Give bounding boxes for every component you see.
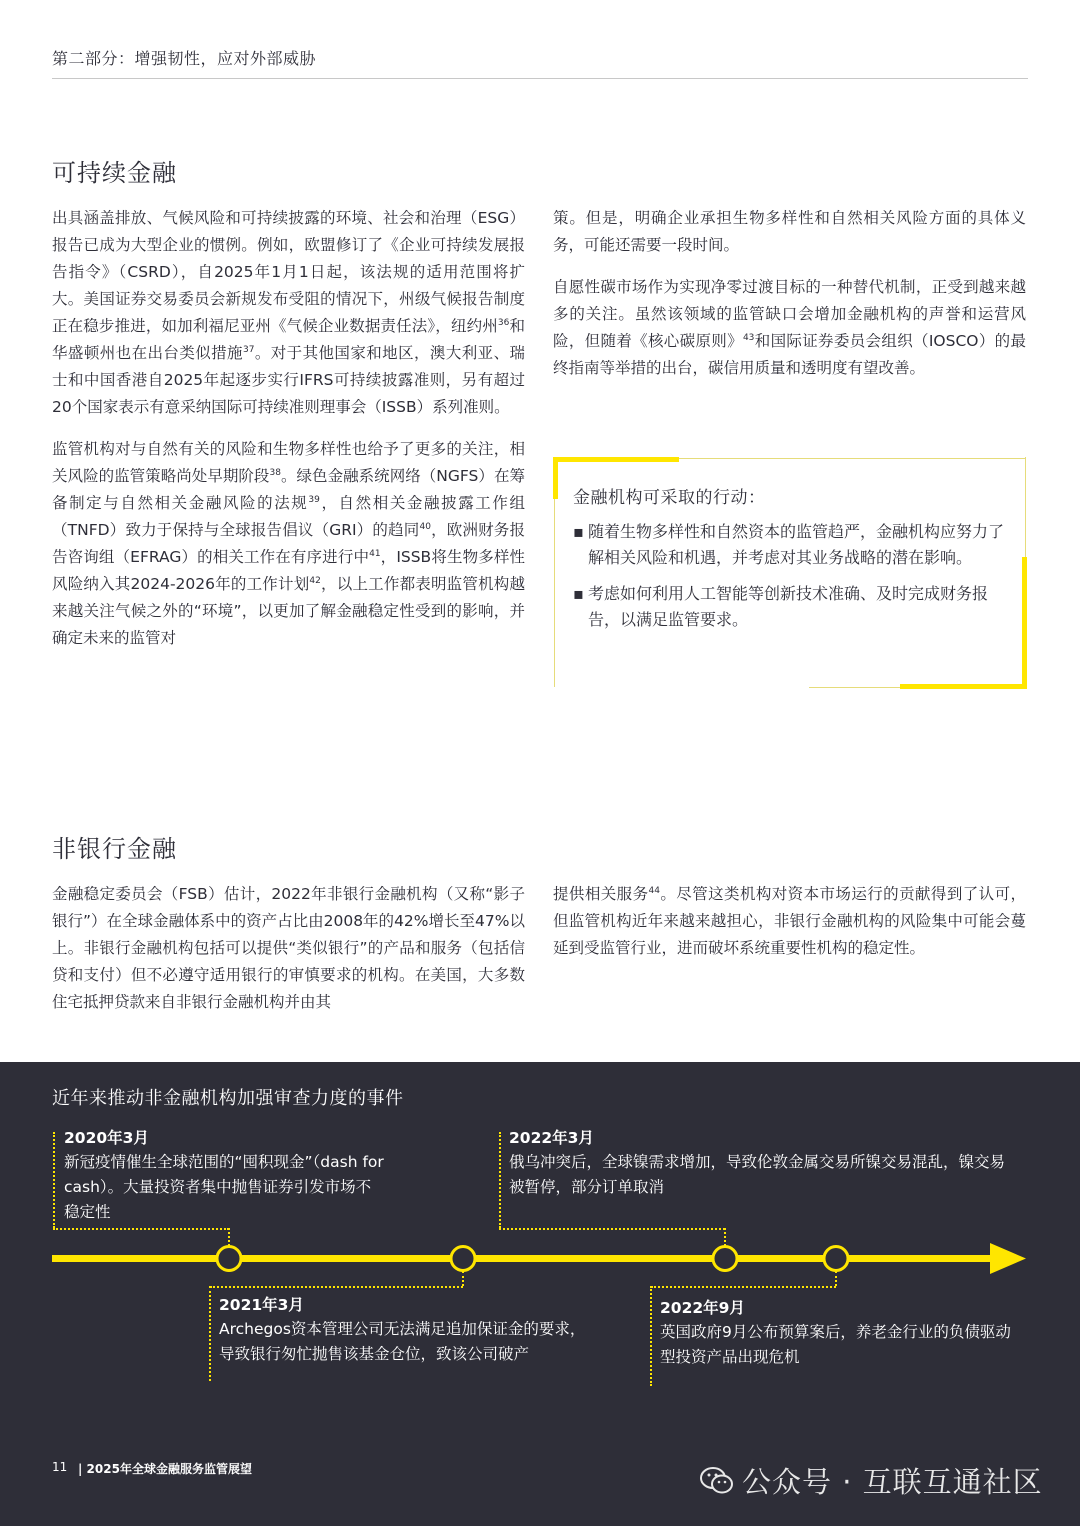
callout-border-bottom (900, 684, 1027, 689)
connector-2022-03-h (499, 1228, 725, 1230)
connector-2021-03-v (462, 1271, 464, 1286)
wechat-watermark: 公众号 · 互联互通社区 (700, 1460, 1043, 1501)
page-number: 11 (52, 1460, 68, 1474)
connector-2020-03-v2 (228, 1228, 230, 1246)
callout-border-top-thin (679, 458, 1025, 459)
connector-2022-03 (499, 1132, 501, 1228)
callout-border-top (553, 457, 679, 462)
event-description: 俄乌冲突后，全球镍需求增加，导致伦敦金属交易所镍交易混乱，镍交易被暂停，部分订单取消 (509, 1153, 1006, 1196)
timeline-marker-2020-03[interactable] (217, 1247, 241, 1271)
nonbank-paragraph-2: 提供相关服务$^{44}$。尽管这类机构对资本市场运行的贡献得到了认可，但监管机构近年来越来越担心，非银行金融机构的风险集中可能会蔓延到受监管行业，进而破坏系统重要性机构的稳定性。 (553, 885, 1026, 957)
footnote-ref[interactable]: 39 (308, 494, 320, 505)
bullet-icon: ▪ (573, 522, 584, 541)
connector-2020-03 (53, 1132, 55, 1228)
connector-2022-03-v2 (724, 1228, 726, 1246)
event-date: 2020年3月 (64, 1129, 149, 1147)
footnote-ref[interactable]: 40 (419, 521, 431, 532)
callout-border-left (553, 457, 558, 499)
callout-list (573, 519, 1013, 643)
event-description: 新冠疫情催生全球范围的“囤积现金”（dash for cash）。大量投资者集中抛售证券引发市场不稳定性 (64, 1153, 384, 1221)
event-description: 英国政府9月公布预算案后，养老金行业的负债驱动型投资产品出现危机 (660, 1323, 1011, 1366)
event-description: Archegos资本管理公司无法满足追加保证金的要求，导致银行匆忙抛售该基金仓位，致该公司破产 (219, 1320, 586, 1363)
event-date: 2022年9月 (660, 1299, 745, 1317)
sustainable-paragraph-2: 监管机构对与自然有关的风险和生物多样性也给予了更多的关注，相关风险的监管策略尚处早期阶段$^{38}$。绿色金融系统网络（NGFS）在筹备制定与自然相关金融风险的法规$^{39}$，自然相关金融披露工作组（TNFD）致力于保持与全球报告倡议（GRI）的趋同$^{40}$，欧洲财务报告咨询组（EFRAG）的相关工作在有序进行中$^{41}$，ISSB将生物多样性风险纳入其2024-2026年的工作计划$^{42}$，以上工作都表明监管机构越来越关注气候之外的“环境”，以更加了解金融稳定性受到的影响，并确定未来的监管对 (52, 440, 525, 647)
footnote-ref[interactable]: 36 (497, 317, 510, 328)
callout-list-item: ▪ 随着生物多样性和自然资本的监管趋严，金融机构应努力了解相关风险和机遇，并考虑对其业务战略的潜在影响。 (573, 519, 1013, 571)
footnote-ref[interactable]: 43 (742, 332, 755, 343)
bullet-icon: ▪ (573, 584, 584, 603)
timeline-marker-2022-09[interactable] (824, 1247, 848, 1271)
connector-2022-09-v (835, 1271, 837, 1286)
timeline-event (509, 1126, 1009, 1200)
nonbank-right-column (553, 881, 1026, 977)
timeline-axis (0, 1062, 1080, 1462)
timeline-marker-2021-03[interactable] (451, 1247, 475, 1271)
timeline-event (219, 1293, 599, 1367)
timeline-panel (0, 1062, 1080, 1526)
connector-2020-03-h (53, 1228, 229, 1230)
sustainable-left-column (52, 205, 525, 667)
timeline-bar (52, 1255, 997, 1262)
footnote-ref[interactable]: 37 (242, 344, 255, 355)
actions-callout (553, 457, 1027, 689)
section-title-nonbank: 非银行金融 (52, 835, 177, 863)
timeline-event (660, 1296, 1020, 1370)
header-divider (52, 78, 1028, 79)
callout-border-left-thin (554, 499, 555, 687)
event-date: 2022年3月 (509, 1129, 594, 1147)
callout-border-bottom-thin (809, 687, 900, 688)
footer-doc-title: | 2025年全球金融服务监管展望 (78, 1462, 252, 1476)
sustainable-paragraph-3: 策。但是，明确企业承担生物多样性和自然相关风险方面的具体义务，可能还需要一段时间。 (553, 209, 1026, 254)
wechat-icon (700, 1467, 734, 1495)
connector-2022-09-h (651, 1286, 836, 1288)
callout-border-right-thin (1025, 457, 1026, 557)
footnote-ref[interactable]: 44 (648, 885, 660, 896)
callout-list-item: ▪ 考虑如何利用人工智能等创新技术准确、及时完成财务报告，以满足监管要求。 (573, 581, 1013, 633)
connector-2022-09 (650, 1286, 652, 1386)
footnote-ref[interactable]: 41 (369, 548, 381, 559)
section-title-sustainable: 可持续金融 (52, 159, 177, 187)
timeline-marker-2022-03[interactable] (713, 1247, 737, 1271)
timeline-event (64, 1126, 384, 1225)
footnote-ref[interactable]: 42 (309, 575, 321, 586)
nonbank-left-column (52, 881, 525, 1031)
event-date: 2021年3月 (219, 1296, 304, 1314)
footnote-ref[interactable]: 38 (269, 467, 281, 478)
sustainable-paragraph-1: 出具涵盖排放、气候风险和可持续披露的环境、社会和治理（ESG）报告已成为大型企业的惯例。例如，欧盟修订了《企业可持续发展报告指令》（CSRD），自2025年1月1日起，该法规的适用范围将扩大。美国证券交易委员会新规发布受阻的情况下，州级气候报告制度正在稳步推进，如加利福尼亚州《气候企业数据责任法》，纽约州$^{36}$和华盛顿州也在出台类似措施$^{37}$。对于其他国家和地区，澳大利亚、瑞士和中国香港自2025年起逐步实行IFRS可持续披露准则，另有超过20个国家表示有意采纳国际可持续准则理事会（ISSB）系列准则。 (52, 209, 525, 416)
sustainable-paragraph-4: 自愿性碳市场作为实现净零过渡目标的一种替代机制，正受到越来越多的关注。虽然该领域的监管缺口会增加金融机构的声誉和运营风险，但随着《核心碳原则》$^{43}$和国际证券委员会组织（IOSCO）的最终指南等举措的出台，碳信用质量和透明度有望改善。 (553, 278, 1026, 377)
running-header: 第二部分：增强韧性，应对外部威胁 (52, 49, 317, 68)
timeline-title: 近年来推动非金融机构加强审查力度的事件 (52, 1088, 404, 1109)
connector-2021-03 (209, 1286, 211, 1381)
callout-title: 金融机构可采取的行动： (573, 488, 766, 508)
connector-2021-03-h (210, 1286, 463, 1288)
timeline-arrowhead-icon (990, 1243, 1026, 1274)
callout-border-right (1022, 557, 1027, 689)
sustainable-right-column (553, 205, 1026, 397)
nonbank-paragraph-1: 金融稳定委员会（FSB）估计，2022年非银行金融机构（又称“影子银行”）在全球金融体系中的资产占比由2008年的42%增长至47%以上。非银行金融机构包括可以提供“类似银行”的产品和服务（包括信贷和支付）但不必遵守适用银行的审慎要求的机构。在美国，大多数住宅抵押贷款来自非银行金融机构并由其 (52, 885, 525, 1011)
